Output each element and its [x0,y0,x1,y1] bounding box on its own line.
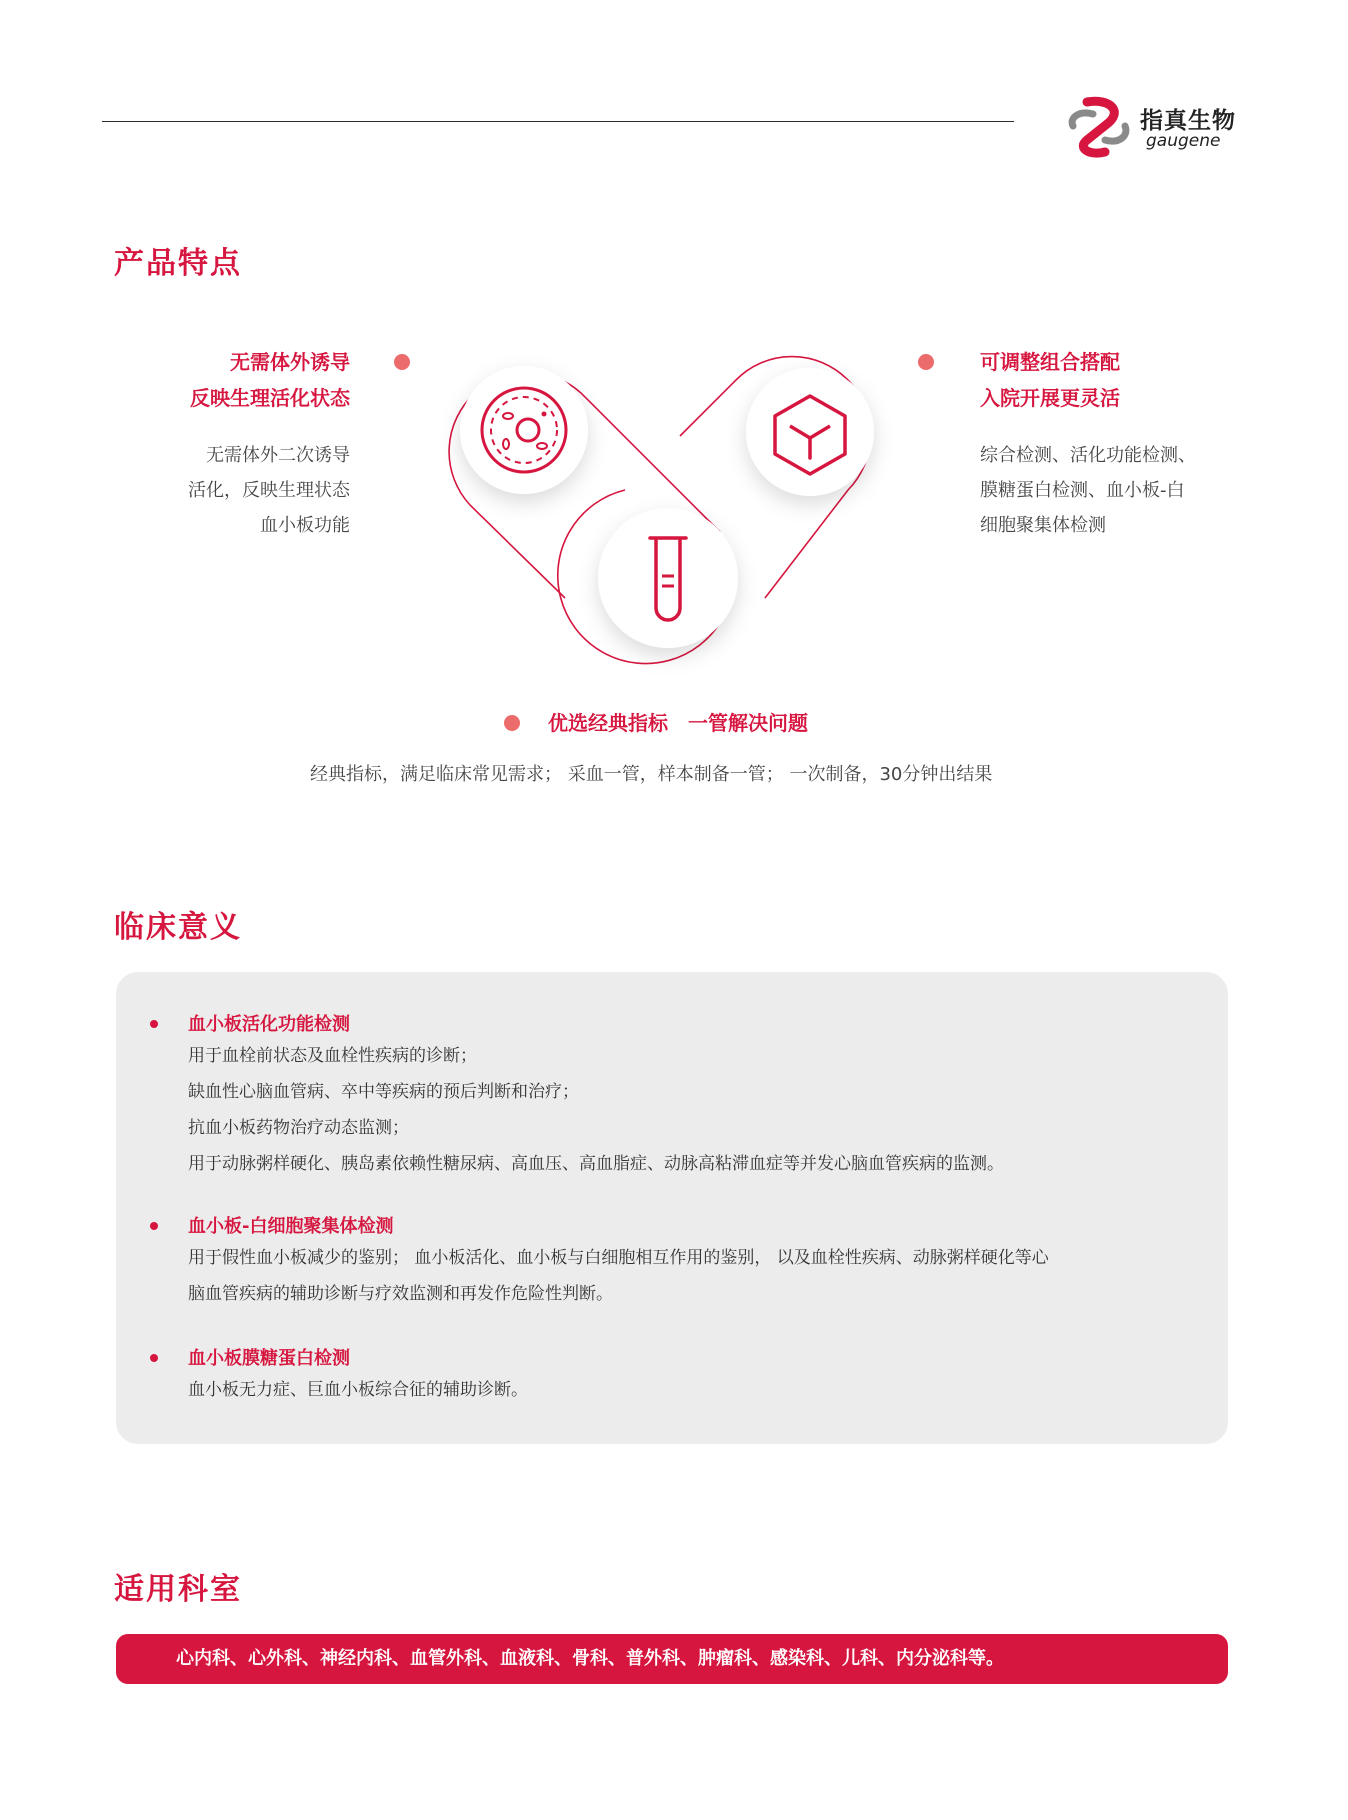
clinical-item-3-lines [188,1372,528,1408]
clinical-item-1-lines [188,1038,1004,1182]
clinical-item-2-title: 血小板-白细胞聚集体检测 [188,1216,394,1237]
feature-diagram [420,340,920,680]
gaugene-logo-icon [1067,96,1131,158]
cell-icon [460,366,588,494]
features-title: 产品特点 [114,246,242,281]
departments-bar [116,1634,1228,1684]
clinical-item-2-lines [188,1240,1049,1312]
clinical-item-1-line: 缺血性心脑血管病、卒中等疾病的预后判断和治疗； [188,1082,579,1102]
clinical-title: 临床意义 [114,910,242,945]
feature-right-body-2: 膜糖蛋白检测、血小板-白 [980,480,1185,501]
cube-icon [746,368,874,496]
departments-text: 心内科、心外科、神经内科、血管外科、血液科、骨科、普外科、肿瘤科、感染科、儿科、内分泌科等。 [176,1648,1004,1669]
feature-right-heading-1: 可调整组合搭配 [980,350,1120,374]
clinical-item-1-title: 血小板活化功能检测 [188,1014,350,1035]
test-tube-icon [598,508,738,648]
clinical-item-3-title: 血小板膜糖蛋白检测 [188,1348,350,1369]
clinical-bullet-2 [150,1222,158,1230]
feature-right-heading-2: 入院开展更灵活 [980,386,1120,410]
feature-right-body-3: 细胞聚集体检测 [980,515,1106,536]
clinical-item-2-line: 用于假性血小板减少的鉴别； 血小板活化、血小板与白细胞相互作用的鉴别， 以及血栓性疾病、动脉粥样硬化等心 [188,1248,1049,1268]
clinical-item-2-line: 脑血管疾病的辅助诊断与疗效监测和再发作危险性判断。 [188,1284,613,1304]
feature-right-body-1: 综合检测、活化功能检测、 [980,445,1196,466]
feature-left-body-2: 活化，反映生理状态 [188,480,350,501]
feature-left-dot [394,354,410,370]
clinical-item-1-line: 用于动脉粥样硬化、胰岛素依赖性糖尿病、高血压、高血脂症、动脉高粘滞血症等并发心脑血管疾病的监测。 [188,1154,1004,1174]
departments-title: 适用科室 [114,1572,242,1607]
feature-right-dot [918,354,934,370]
feature-left-body-1: 无需体外二次诱导 [206,445,350,466]
feature-bottom-dot [504,715,520,731]
feature-right [980,344,1240,543]
feature-left-heading-1: 无需体外诱导 [230,350,350,374]
clinical-item-1-line: 用于血栓前状态及血栓性疾病的诊断； [188,1046,477,1066]
clinical-panel [116,972,1228,1444]
feature-bottom-body: 经典指标，满足临床常见需求； 采血一管，样本制备一管； 一次制备，30分钟出结果 [310,764,993,785]
feature-left [100,344,350,543]
feature-left-body-3: 血小板功能 [260,515,350,536]
header-rule [102,121,1014,122]
brand-name-en: gaugene [1146,131,1221,151]
clinical-bullet-3 [150,1354,158,1362]
feature-bottom-heading: 优选经典指标 一管解决问题 [548,711,808,735]
clinical-item-3-line: 血小板无力症、巨血小板综合征的辅助诊断。 [188,1380,528,1400]
brand-logo [1067,96,1267,158]
brand-name-cn: 指真生物 [1140,108,1236,134]
feature-left-heading-2: 反映生理活化状态 [190,386,350,410]
clinical-item-1-line: 抗血小板药物治疗动态监测； [188,1118,409,1138]
clinical-bullet-1 [150,1020,158,1028]
